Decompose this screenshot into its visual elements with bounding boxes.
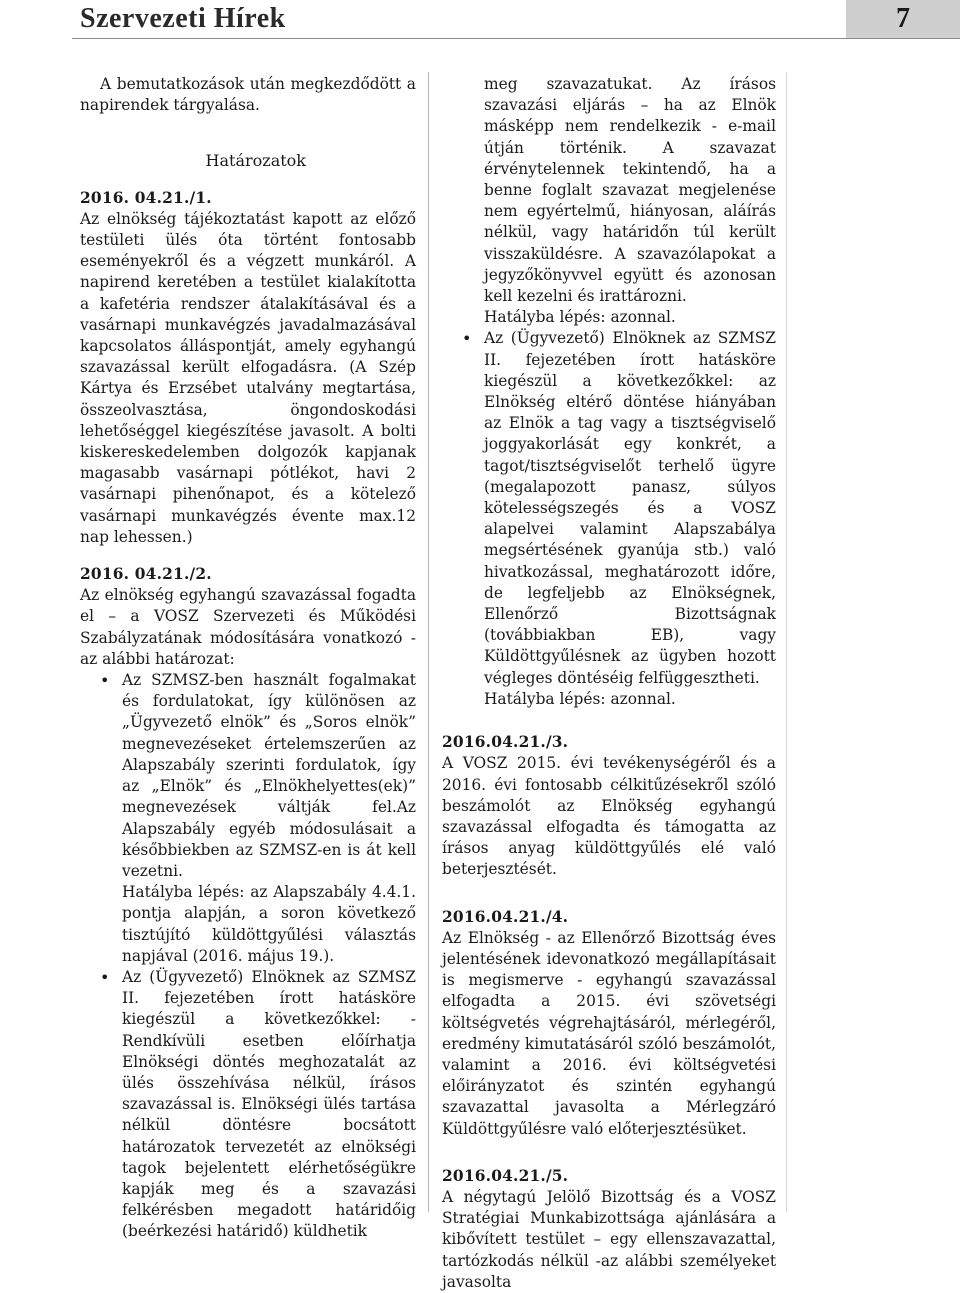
list-item xyxy=(484,328,776,710)
bullet-3-text: Az (Ügyvezető) Elnöknek az SZMSZ II. fejezetében írott hatásköre kiegészül a következőkkel: az Elnökség eltérő döntése hiányában az Elnök a tag vagy a tisztségviselő joggyakorlását egy konkrét, a tagot/tisztségviselőt terhelő ügyre (megalapozott panasz, súlyos kötelességszegés és a VOSZ alapelvei valamint Alapszabálya megsértésének gyanúja stb.) való hivatkozással, meghatározott időre, de legfeljebb az Elnökségnek, Ellenőrző Bizottságnak (továbbiakban EB), vagy Küldöttgyűlésnek az ügyben hozott végleges döntéséig felfüggesztheti. xyxy=(484,329,776,687)
resolution-2-list xyxy=(80,670,416,1242)
list-item xyxy=(122,670,416,967)
page-header xyxy=(72,0,960,39)
bullet-2-continuation: meg szavazatukat. Az írásos szavazási eljárás – ha az Elnök másképp nem rendelkezik - e-mail útján történik. A szavazat érvénytelennek tekintendő, ha a benne foglalt szavazat megjelenése nem egyértelmű, hiányosan, aláírás nélkül, vagy határidőn túl került visszaküldésre. A szavazólapokat a jegyzőkönyvvel együtt és azonosan kell kezelni és irattározni. xyxy=(484,75,776,306)
resolution-2-text: Az elnökség egyhangú szavazással fogadta el – a VOSZ Szervezeti és Működési Szabályzatának módosítására vonatkozó - az alábbi határozat: xyxy=(80,586,416,668)
resolution-number-5: 2016.04.21./5. xyxy=(442,1166,569,1185)
resolutions-heading: Határozatok xyxy=(205,151,306,171)
left-column xyxy=(80,74,416,1243)
bullet-1-effect: Hatályba lépés: az Alapszabály 4.4.1. pontja alapján, a soron következő tisztújító küldöttgyűlési választás napjával (2016. május 19.). xyxy=(122,883,416,965)
resolution-1-text: Az elnökség tájékoztatást kapott az előző testületi ülés óta történt fontosabb eseményekről és a végzett munkáról. A napirend keretében a testület kialakította a kafetéria rendszer átalakításával és a vasárnapi munkavégzés javadalmazásával kapcsolatos álláspontját, amely egyhangú szavazással került elfogadásra. (A Szép Kártya és Erzsébet utalvány megtartása, összeolvasztása, öngondoskodási lehetőséggel kiegészítése javasolt. A bolti kiskereskedelemben dolgozók kapjanak magasabb vasárnapi pótlékot, havi 2 vasárnapi pihenőnapot, és a kötelező vasárnapi munkavégzés évente max.12 nap lehessen.) xyxy=(80,209,416,546)
bullet-2-effect: Hatályba lépés: azonnal. xyxy=(484,308,676,327)
resolution-number-4: 2016.04.21./4. xyxy=(442,907,569,926)
resolution-3-text: A VOSZ 2015. évi tevékenységéről és a 2016. évi fontosabb célkitűzésekről szóló beszámolót az Elnökség egyhangú szavazással elfogadta és támogatta az írásos anyag küldöttgyűlés elé való beterjesztését. xyxy=(442,754,776,879)
bullet-2-text: Az (Ügyvezető) Elnöknek az SZMSZ II. fejezetében írott hatásköre kiegészül a következőkkel: - Rendkívüli esetben előírhatja Elnökségi döntés meghozatalát az ülés összehívása nélkül, írásos szavazással is. Elnökségi ülés tartása nélkül döntésre bocsátott határozatok tervezetét az elnökségi tagok bejelentett elérhetőségükre kapják meg és a szavazási felkérésben megadott határidőig (beérkezési határidő) küldhetik xyxy=(122,967,416,1241)
resolution-4-text: Az Elnökség - az Ellenőrző Bizottság éves jelentésének idevonatkozó megállapításait is megismerve - egyhangú szavazással elfogadta a 2015. évi szövetségi költségvetés végrehajtásáról, mérlegéről, eredmény kimutatásáról szóló beszámolót, valamint a 2016. évi költségvetési előirányzatot és szintén egyhangú szavazattal javasolta a Mérlegzáró Küldöttgyűlésre való előterjesztésüket. xyxy=(442,928,776,1138)
bullet-1-text: Az SZMSZ-ben használt fogalmakat és fordulatokat, így különösen az „Ügyvezető elnök” és „Soros elnök” megnevezéseket értelemszerűen az Alapszabály szerinti fordulatok, így az „Elnök” és „Elnökhelyettes(ek)” megnevezések váltják fel.Az Alapszabály egyéb módosulásait a későbbiekben az SZMSZ-en is át kell vezetni. xyxy=(122,671,416,880)
bullet-3-effect: Hatályba lépés: azonnal. xyxy=(484,689,676,708)
publication-title: Szervezeti Hírek xyxy=(80,3,286,34)
resolution-number-1: 2016. 04.21./1. xyxy=(80,188,212,207)
column-divider xyxy=(428,72,429,1212)
resolution-number-3: 2016.04.21./3. xyxy=(442,733,569,752)
resolution-5-text: A négytagú Jelölő Bizottság és a VOSZ Stratégiai Munkabizottsága ajánlására a kibővített testület – egy ellenszavazattal, tartózkodás nélkül -az alábbi személyeket javasolta xyxy=(442,1187,776,1291)
list-item xyxy=(122,967,416,1243)
right-column xyxy=(442,74,776,1293)
intro-paragraph: A bemutatkozások után megkezdődött a napirendek tárgyalása. xyxy=(80,75,416,115)
resolution-2-list-continued xyxy=(442,328,776,710)
page-number: 7 xyxy=(846,0,960,38)
resolution-number-2: 2016. 04.21./2. xyxy=(80,565,212,584)
right-margin-rule xyxy=(786,72,787,1212)
